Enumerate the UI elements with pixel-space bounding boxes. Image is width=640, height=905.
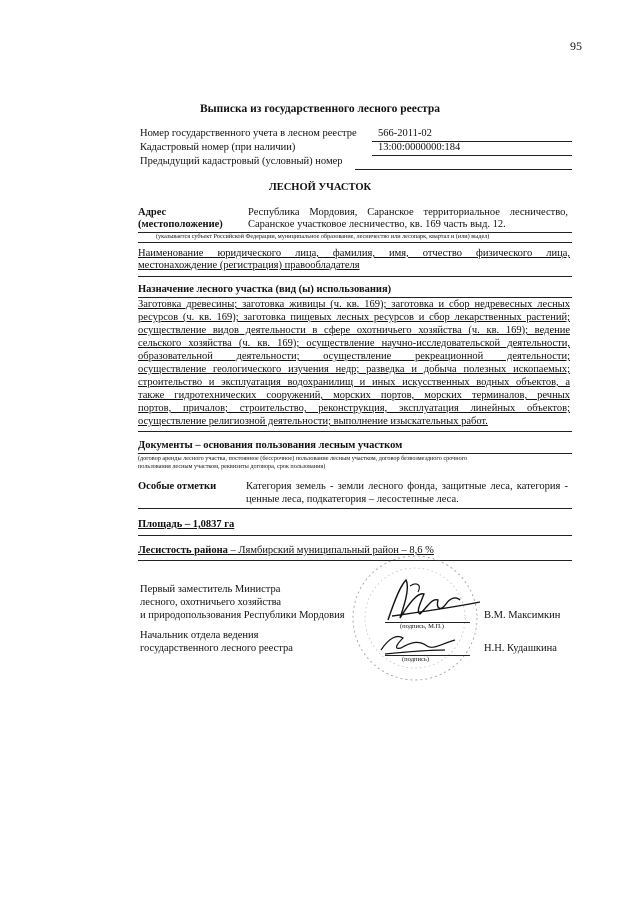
forest-cover-value: – Лямбирский муниципальный район – 8,6 % <box>227 545 434 556</box>
signer-1-title-line: лесного, охотничьего хозяйства <box>140 597 282 608</box>
purpose-line: ресурсов (ч. кв. 169); заготовка пищевых лесных ресурсов и сбор лекарственных растений; <box>138 312 570 323</box>
signature-1-caption: (подпись, М.П.) <box>400 623 444 630</box>
purpose-line: осуществление видов деятельности в сфере охотничьего хозяйства (ч. кв. 169); ведение <box>138 325 570 336</box>
page-number: 95 <box>570 39 582 53</box>
signer-1-name: В.М. Максимкин <box>484 610 561 621</box>
purpose-heading-rule <box>138 297 572 298</box>
signer-2-title-line: Начальник отдела ведения <box>140 630 259 641</box>
purpose-line: осуществление религиозной деятельности; выполнение изыскательных работ. <box>138 416 488 427</box>
signer-2-name: Н.Н. Кудашкина <box>484 643 557 654</box>
address-line-1: Республика Мордовия, Саранское территориальное лесничество, <box>248 207 568 218</box>
owner-rule <box>138 276 572 277</box>
purpose-line: сельского хозяйства (ч. кв. 169); осуществление научно-исследовательской деятельности, <box>138 338 570 349</box>
area-rule <box>138 535 572 536</box>
area-text: Площадь – 1,0837 га <box>138 519 235 530</box>
cadastral-number-rule <box>372 155 572 156</box>
registry-number-label: Номер государственного учета в лесном реестре <box>140 128 357 139</box>
previous-cadastral-rule <box>355 169 572 170</box>
owner-line-2: местонахождение (регистрация) правообладателя <box>138 260 360 271</box>
signature-2-caption: (подпись) <box>402 656 429 663</box>
purpose-rule <box>138 431 572 432</box>
document-title: Выписка из государственного лесного реестра <box>200 103 440 115</box>
section-title: ЛЕСНОЙ УЧАСТОК <box>268 182 372 193</box>
special-marks-rule <box>138 508 572 509</box>
previous-cadastral-label: Предыдущий кадастровый (условный) номер <box>140 156 343 167</box>
address-note-rule <box>138 242 572 243</box>
documents-heading-rule <box>138 453 572 454</box>
purpose-line: строительство и эксплуатация водохранилищ и иных искусственных водных объектов, а <box>138 377 570 388</box>
address-note: (указывается субъект Российской Федерации, муниципальное образование, лесничество или лесопарк, квартал и (или) выдел) <box>156 233 490 240</box>
purpose-line: портов, причалов; строительство, реконструкция, эксплуатация линейных объектов; <box>138 403 570 414</box>
special-marks-line-1: Категория земель - земли лесного фонда, защитные леса, категория - <box>246 481 568 492</box>
signer-1-title-line: и природопользования Республики Мордовия <box>140 610 345 621</box>
special-marks-line-2: ценные леса, подкатегория – лесостепные леса. <box>246 494 459 505</box>
owner-line-1: Наименование юридического лица, фамилия, имя, отчество физического лица, <box>138 248 570 259</box>
forest-cover-label: Лесистость района <box>138 545 228 556</box>
address-label-sub: (местоположение) <box>138 219 223 230</box>
address-label: Адрес <box>138 207 167 218</box>
purpose-line: также гидротехнических сооружений, морских портов, морских терминалов, речных <box>138 390 570 401</box>
documents-note-1: (договор аренды лесного участка, постоянное (бессрочное) пользование лесным участком, договор безвозмездного срочного <box>138 455 468 462</box>
address-line-2: Саранское участковое лесничество, кв. 169 часть выд. 12. <box>248 219 506 230</box>
purpose-line: осуществление геологического изучения недр; разведка и добыча полезных ископаемых; <box>138 364 570 375</box>
cadastral-number-label: Кадастровый номер (при наличии) <box>140 142 296 153</box>
purpose-heading: Назначение лесного участка (вид (ы) использования) <box>138 284 392 295</box>
purpose-line: образовательной деятельности; осуществление рекреационной деятельности; <box>138 351 570 362</box>
signer-1-title-line: Первый заместитель Министра <box>140 584 281 595</box>
special-marks-label: Особые отметки <box>138 481 217 492</box>
documents-heading: Документы – основания пользования лесным участком <box>138 440 403 451</box>
registry-number-value: 566-2011-02 <box>378 128 432 139</box>
signer-2-title-line: государственного лесного реестра <box>140 643 293 654</box>
purpose-line: Заготовка древесины; заготовка живицы (ч. кв. 169); заготовка и сбор недревесных лесных <box>138 299 570 310</box>
documents-note-2: пользования лесным участком, реквизиты договора, срок пользования) <box>138 463 326 470</box>
cadastral-number-value: 13:00:0000000:184 <box>378 142 461 153</box>
